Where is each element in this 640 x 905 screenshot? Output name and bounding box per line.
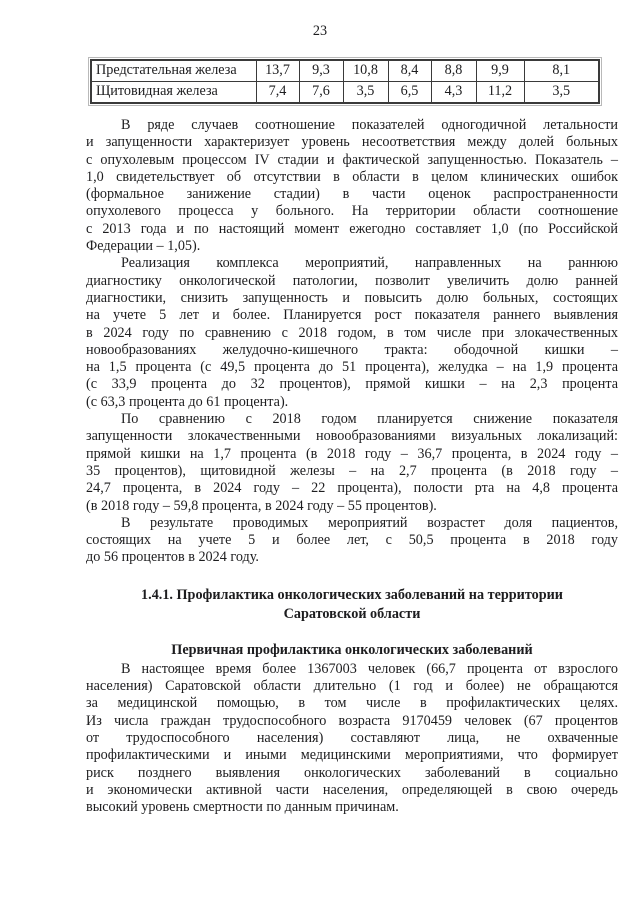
text-line: населения) Саратовской области длительно (1 год и более) не обращаются (86, 678, 618, 695)
text-line: риск позднего выявления онкологических заболеваний в социально (86, 764, 618, 781)
data-table (90, 59, 600, 104)
text-line: диагностики, снизить запущенность и повысить долю больных, состоящих (86, 289, 618, 306)
text-line: диагностику онкологической патологии, позволит увеличить долю ранней (86, 272, 618, 289)
table-cell: 8,8 (431, 60, 476, 82)
text-line: в 2024 году по сравнению с 2018 годом, в том числе при злокачественных (86, 324, 618, 341)
text-line: опухолевого процесса у больного. На территории области соотношение (86, 203, 618, 220)
text-line: Из числа граждан трудоспособного возраста 9170459 человек (67 процентов (86, 712, 618, 729)
text-line: состоящих на учете 5 и более лет, с 50,5 процента в 2018 году (86, 532, 618, 549)
body-paragraph (86, 117, 618, 255)
text-line: профилактическими и иными медицинскими мероприятиями, что формирует (86, 747, 618, 764)
text-line: за медицинской помощью, в том числе в профилактических целях. (86, 695, 618, 712)
table-cell: 9,9 (476, 60, 524, 82)
text-line: запущенности злокачественными новообразованиями визуальных локализаций: (86, 428, 618, 445)
text-line: новообразованиях желудочно-кишечного тракта: ободочной кишки – (86, 341, 618, 358)
text-line: Федерации – 1,05). (86, 238, 201, 255)
table-cell: 7,4 (256, 82, 299, 104)
text-line: (с 63,3 процента до 61 процента). (86, 393, 289, 410)
body-paragraph (86, 515, 618, 567)
page-number: 23 (312, 23, 328, 39)
text-line: В результате проводимых мероприятий возрастет доля пациентов, (121, 514, 618, 531)
text-line: прямой кишки на 1,7 процента (в 2018 году – 36,7 процента, в 2024 году – (86, 445, 618, 462)
table-cell: 13,7 (256, 60, 299, 82)
table-cell: 3,5 (343, 82, 388, 104)
text-line: 24,7 процента, в 2024 году – 22 процента), полости рта на 4,8 процента (86, 480, 618, 497)
text-line: высокий уровень смертности по данным причинам. (86, 799, 399, 816)
table-cell: 3,5 (524, 82, 599, 104)
text-line: (с 33,9 процента до 32 процентов), прямой кишки – на 2,3 процента (86, 376, 618, 393)
text-line: (формальное занижение стадии) в части оценок распространенности (86, 186, 618, 203)
body-paragraph (86, 255, 618, 411)
paragraphs-before (86, 117, 618, 567)
heading-line: 1.4.1. Профилактика онкологических заболеваний на территории (141, 586, 563, 603)
table-body (91, 60, 599, 103)
section-heading (86, 586, 618, 624)
text-line: 1,0 свидетельствует об отсутствии в области в целом клинических ошибок (86, 168, 618, 185)
text-line: на учете 5 лет и более. Планируется рост показателя раннего выявления (86, 307, 618, 324)
body-paragraph (86, 411, 618, 515)
text-line: (в 2018 году – 59,8 процента, в 2024 году – 55 процентов). (86, 497, 437, 514)
text-line: По сравнению с 2018 годом планируется снижение показателя (121, 411, 618, 428)
paragraphs-after (86, 661, 618, 817)
table-cell: 10,8 (343, 60, 388, 82)
table-cell: 8,4 (388, 60, 431, 82)
text-line: В настоящее время более 1367003 человек (66,7 процента от взрослого (121, 660, 618, 677)
subsection-heading: Первичная профилактика онкологических заболеваний (171, 641, 533, 658)
document-content (86, 117, 618, 816)
table-cell: 4,3 (431, 82, 476, 104)
table-cell: 9,3 (299, 60, 343, 82)
table-cell: 7,6 (299, 82, 343, 104)
text-line: до 56 процентов в 2024 году. (86, 549, 259, 566)
text-line: В ряде случаев соотношение показателей одногодичной летальности (121, 117, 618, 133)
text-line: с 2013 года и по настоящий момент ежегодно составляет 1,0 (по Российской (86, 220, 618, 237)
text-line: от трудоспособного населения) составляют лица, не охваченные (86, 729, 618, 746)
text-line: и запущенности характеризует уровень несоответствия между долей больных (86, 134, 618, 151)
table-row (91, 82, 599, 104)
table-row (91, 60, 599, 82)
table-cell: 11,2 (476, 82, 524, 104)
body-paragraph (86, 661, 618, 817)
table-cell: 6,5 (388, 82, 431, 104)
row-label: Предстательная железа (91, 60, 256, 82)
text-line: и экономически активной части населения, определяющей в свою очередь (86, 781, 618, 798)
row-label: Щитовидная железа (91, 82, 256, 104)
text-line: с опухолевым процессом IV стадии и фактической запущенностью. Показатель – (86, 151, 618, 168)
text-line: Реализация комплекса мероприятий, направленных на раннюю (121, 255, 618, 272)
table-cell: 8,1 (524, 60, 599, 82)
text-line: 35 процентов), щитовидной железы – на 2,7 процента (в 2018 году – (86, 462, 618, 479)
heading-line: Саратовской области (283, 605, 421, 622)
text-line: на 1,5 процента (с 49,5 процента до 51 процента), желудка – на 1,9 процента (86, 359, 618, 376)
